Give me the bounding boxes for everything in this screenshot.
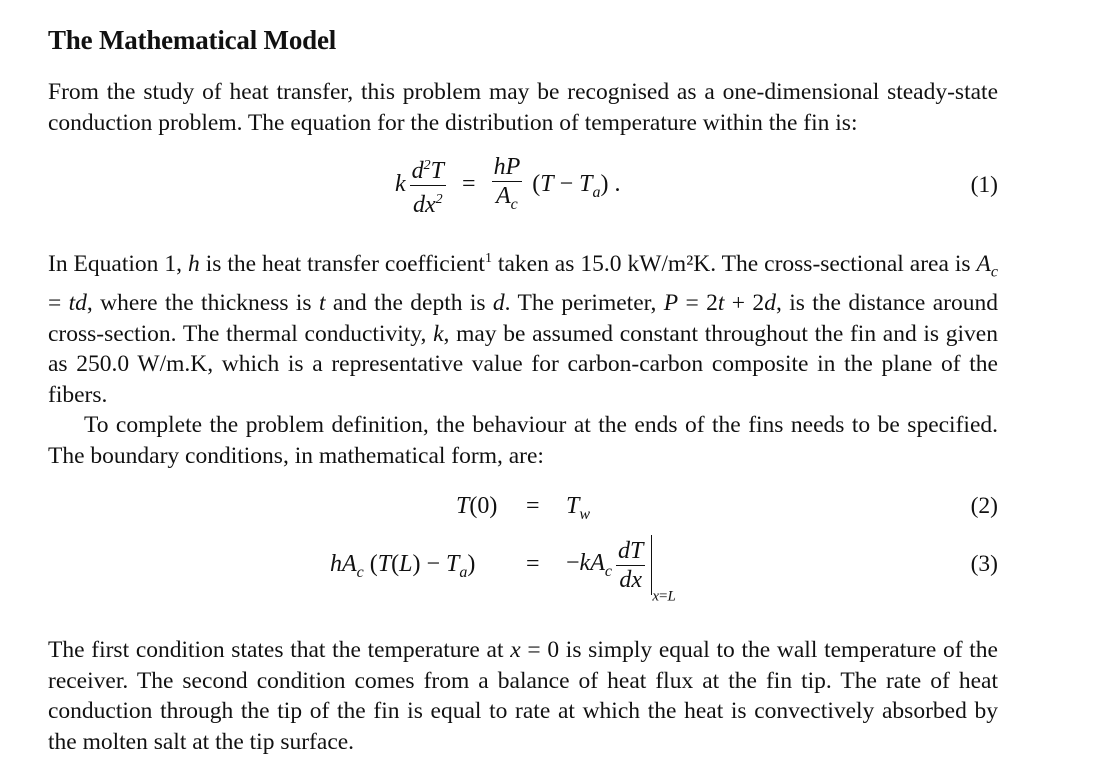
footnote-marker[interactable]: 1 <box>484 251 492 266</box>
paragraph-boundary-intro: To complete the problem definition, the behaviour at the ends of the fins needs to be specified. The boundary conditions, in mathematical form, are: <box>48 412 998 469</box>
paragraph-conditions: The first condition states that the temperature at x = 0 is simply equal to the wall temperature of the receiver. The second condition comes from a balance of heat flux at the fin tip. The rate of heat conduction through the tip of the fin is equal to rate at which the heat is convectively absorbed by the molten salt at the tip surface. <box>48 637 998 755</box>
section-title: The Mathematical Model <box>48 25 337 55</box>
paragraph-intro: From the study of heat transfer, this problem may be recognised as a one-dimensional steady-state conduction problem. The equation for the distribution of temperature within the fin is: <box>48 79 998 136</box>
equation-1 <box>48 142 998 232</box>
equation-2: T(0) = $T_w$ (2) <box>456 493 998 523</box>
equation-2-number: (2) <box>970 493 998 520</box>
document-page <box>48 20 998 757</box>
equation-1-body: k $\frac{d^2T}{dx^2}$ = $\frac{hP}{A_c}$ $(T - T_a)$ . <box>395 153 621 218</box>
equation-3: $hA_c$ $(T(L) - T_a)$ = $-kA_c$ $\frac{dT}{dx}$ $_{x=L}$ (3) <box>48 535 998 607</box>
equation-1-number: (1) <box>970 172 998 198</box>
equation-3-number: (3) <box>970 551 998 578</box>
paragraph-parameters: In Equation 1, h is the heat transfer coefficient$^1$ taken as 15.0 kW/m²K. The cross-sectional area is $A_c$ = td, where the thickness is t and the depth is d. The perimeter, P = 2t + 2d, is the distance around cross-section. The thermal conductivity, k, may be assumed constant throughout the fin and is given as 250.0 W/m.K, which is a representative value for carbon-carbon composite in the plane of the fibers. <box>48 250 998 408</box>
